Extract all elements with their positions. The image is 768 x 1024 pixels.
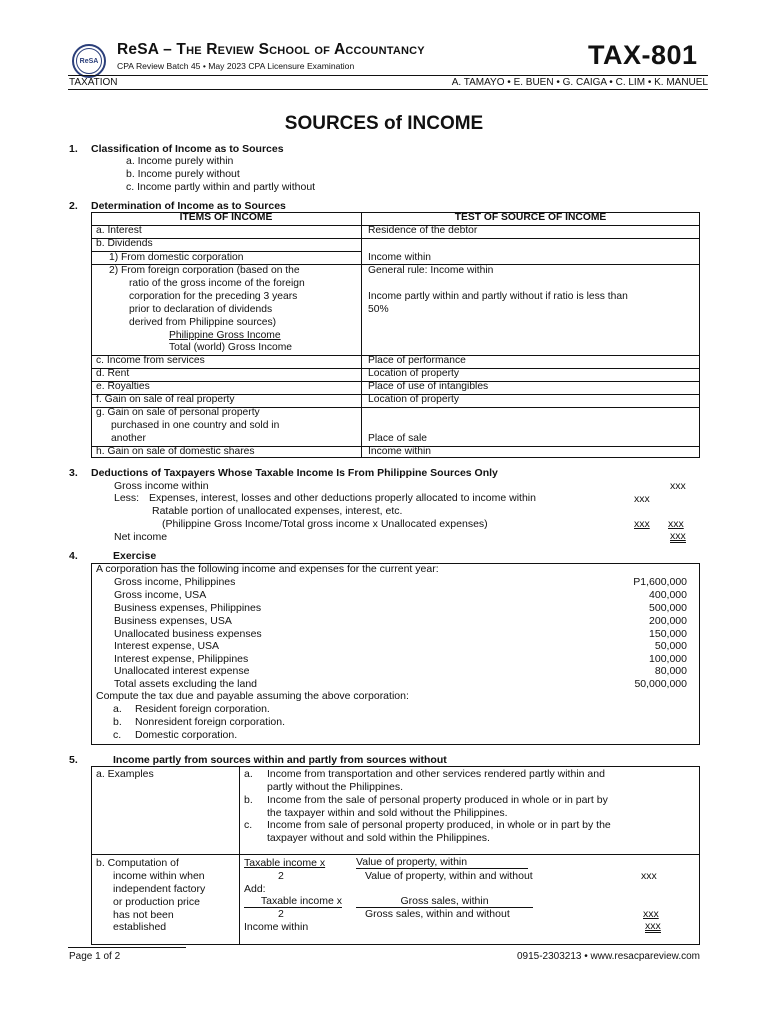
s4-item-amount: 200,000 [649,615,687,627]
cell-foreign-corp-l4: prior to declaration of dividends [129,304,273,315]
cell-foreign-corp-l2: ratio of the gross income of the foreign [129,278,305,289]
comp-value-both: Value of property, within and without [365,870,533,882]
cell-domestic-shares: h. Gain on sale of domestic shares [96,446,255,457]
cell-foreign-corp-partly-l1: Income partly within and partly without if ratio is less than [368,291,628,302]
s3-less-line3: (Philippine Gross Income/Total gross income x Unallocated expenses) [162,518,488,530]
s5-examples-label: a. Examples [96,768,154,780]
s3-net-income: Net income [114,531,168,543]
s5-example-letter: a. [244,768,253,780]
handout-code: TAX-801 [588,40,698,70]
s4-item-amount: P1,600,000 [633,576,687,588]
table-column-divider [361,212,362,458]
s5-heading: Income partly from sources within and partly from sources without [113,754,447,766]
cell-foreign-corp-general-rule: General rule: Income within [368,265,494,276]
s4-option-text: Nonresident foreign corporation. [135,716,286,728]
header-rule-bottom [68,89,708,90]
s5-example-line: partly without the Philippines. [267,781,403,793]
s4-number: 4. [69,550,78,562]
s4-item-amount: 50,000,000 [634,678,687,690]
s4-item-label: Gross income, USA [114,589,207,601]
header-rule-top [68,75,708,76]
income-source-table [91,212,700,458]
school-prefix: ReSA [117,41,159,58]
cell-royalties: e. Royalties [96,381,150,392]
s4-intro: A corporation has the following income and expenses for the current year: [96,563,439,575]
s4-option-letter: b. [113,716,122,728]
cell-services-test: Place of performance [368,355,466,366]
s4-item-amount: 100,000 [649,653,687,665]
cell-personal-property-l1: g. Gain on sale of personal property [96,407,260,418]
s3-less-line1: Expenses, interest, losses and other deductions properly allocated to income within [149,492,536,504]
col-header-items: ITEMS OF INCOME [179,212,273,223]
page-number: Page 1 of 2 [69,951,121,962]
row-divider [92,854,699,855]
s4-item-amount: 80,000 [654,665,687,677]
s5-computation-label: independent factory [113,883,206,895]
row-divider [91,238,700,239]
comp-value-within: Value of property, within [356,857,528,869]
cell-domestic-corp-test: Income within [368,252,431,263]
s5-computation-label: or production price [113,896,200,908]
batch-line: CPA Review Batch 45 • May 2023 CPA Licensure Examination [117,61,355,71]
comp-total: xxx [645,920,661,932]
s1-item-b: b. Income purely without [126,168,240,180]
cell-personal-property-test: Place of sale [368,433,427,444]
comp-add: Add: [244,883,266,895]
s3-total-deductions: xxx [668,518,684,530]
cell-services: c. Income from services [96,355,205,366]
comp-divisor: 2 [278,908,284,920]
cell-rent-test: Location of property [368,368,460,379]
subject-label: TAXATION [69,77,118,88]
cell-personal-property-l3: another [111,433,146,444]
s1-heading: Classification of Income as to Sources [91,143,284,155]
comp-amount: xxx [643,908,659,920]
s3-net-amount: xxx [670,530,686,542]
s3-less-label: Less: [114,492,140,504]
s3-less-line2: Ratable portion of unallocated expenses, interest, etc. [152,505,403,517]
authors-line: A. TAMAYO • E. BUEN • G. CAIGA • C. LIM • K. MANUEL [451,77,708,88]
s4-item-label: Interest expense, Philippines [114,653,249,665]
comp-gross-both: Gross sales, within and without [365,908,510,920]
resa-logo [72,44,106,78]
school-name [117,41,425,59]
cell-interest-test: Residence of the debtor [368,225,478,236]
school-full-name: The Review School of Accountancy [176,41,425,58]
comp-amount: xxx [641,870,657,882]
s4-heading: Exercise [113,550,157,562]
cell-domestic-shares-test: Income within [368,446,431,457]
s4-item-amount: 400,000 [649,589,687,601]
table-column-divider [239,767,240,944]
s1-item-c: c. Income partly within and partly without [126,181,316,193]
cell-real-property-test: Location of property [368,394,460,405]
comp-gross-within: Gross sales, within [356,896,533,908]
s2-heading: Determination of Income as to Sources [91,200,286,212]
s4-item-label: Gross income, Philippines [114,576,236,588]
ratio-numerator: Philippine Gross Income [169,330,281,341]
s5-example-line: Income from sale of personal property produced, in whole or in part by the [267,819,611,831]
cell-real-property: f. Gain on sale of real property [96,394,235,405]
s4-item-label: Unallocated business expenses [114,628,262,640]
s3-less-line1-amount: xxx [634,493,650,505]
logo-text: ReSA [76,48,102,74]
s2-number: 2. [69,200,78,212]
s4-item-amount: 150,000 [649,628,687,640]
s4-item-label: Total assets excluding the land [114,678,258,690]
s5-example-line: Income from transportation and other services rendered partly within and [267,768,605,780]
col-header-test: TEST OF SOURCE OF INCOME [454,212,607,223]
s3-less-line3-amount: xxx [634,518,650,530]
s5-example-letter: b. [244,794,253,806]
footer-rule [68,947,186,948]
cell-foreign-corp-partly-l2: 50% [368,304,389,315]
cell-personal-property-l2: purchased in one country and sold in [111,420,280,431]
s5-example-line: Income from the sale of personal property produced in whole or in part by [267,794,608,806]
cell-dividends: b. Dividends [96,238,153,249]
s5-computation-label: income within when [113,870,205,882]
contact-info: 0915-2303213 • www.resacpareview.com [516,951,700,962]
s1-item-a: a. Income purely within [126,155,234,167]
comp-divisor: 2 [278,870,284,882]
s5-example-line: the taxpayer within and sold without the Philippines. [267,807,508,819]
s4-item-amount: 50,000 [654,640,687,652]
s1-number: 1. [69,143,78,155]
s5-number: 5. [69,754,78,766]
s3-heading: Deductions of Taxpayers Whose Taxable Income Is From Philippine Sources Only [91,467,498,479]
comp-taxable-income: Taxable income x [244,857,326,869]
s4-item-amount: 500,000 [649,602,687,614]
s3-number: 3. [69,467,78,479]
ratio-denominator: Total (world) Gross Income [169,342,293,353]
s4-item-label: Business expenses, Philippines [114,602,262,614]
cell-foreign-corp-l3: corporation for the preceding 3 years [129,291,298,302]
s4-item-label: Unallocated interest expense [114,665,250,677]
s4-item-label: Interest expense, USA [114,640,220,652]
cell-foreign-corp-l1: 2) From foreign corporation (based on the [109,265,300,276]
s5-example-line: taxpayer without and sold within the Philippines. [267,832,490,844]
s5-computation-label: has not been [113,909,174,921]
s4-option-letter: c. [113,729,122,741]
s5-computation-label: established [113,921,167,933]
s5-example-letter: c. [244,819,253,831]
comp-income-within: Income within [244,921,309,933]
s4-option-letter: a. [113,703,122,715]
s3-gross-amount: xxx [670,480,686,492]
s4-option-text: Domestic corporation. [135,729,238,741]
s4-option-text: Resident foreign corporation. [135,703,270,715]
s5-computation-label: b. Computation of [96,857,179,869]
cell-interest: a. Interest [96,225,142,236]
page-title: SOURCES of INCOME [284,113,484,134]
cell-domestic-corp: 1) From domestic corporation [109,252,244,263]
s4-question: Compute the tax due and payable assuming the above corporation: [96,690,409,702]
cell-foreign-corp-l5: derived from Philippine sources) [129,317,277,328]
comp-taxable-income-2: Taxable income x [244,896,342,908]
s3-gross-income: Gross income within [114,480,209,492]
cell-rent: d. Rent [96,368,130,379]
school-dash: – [158,41,177,58]
s4-item-label: Business expenses, USA [114,615,232,627]
cell-royalties-test: Place of use of intangibles [368,381,489,392]
